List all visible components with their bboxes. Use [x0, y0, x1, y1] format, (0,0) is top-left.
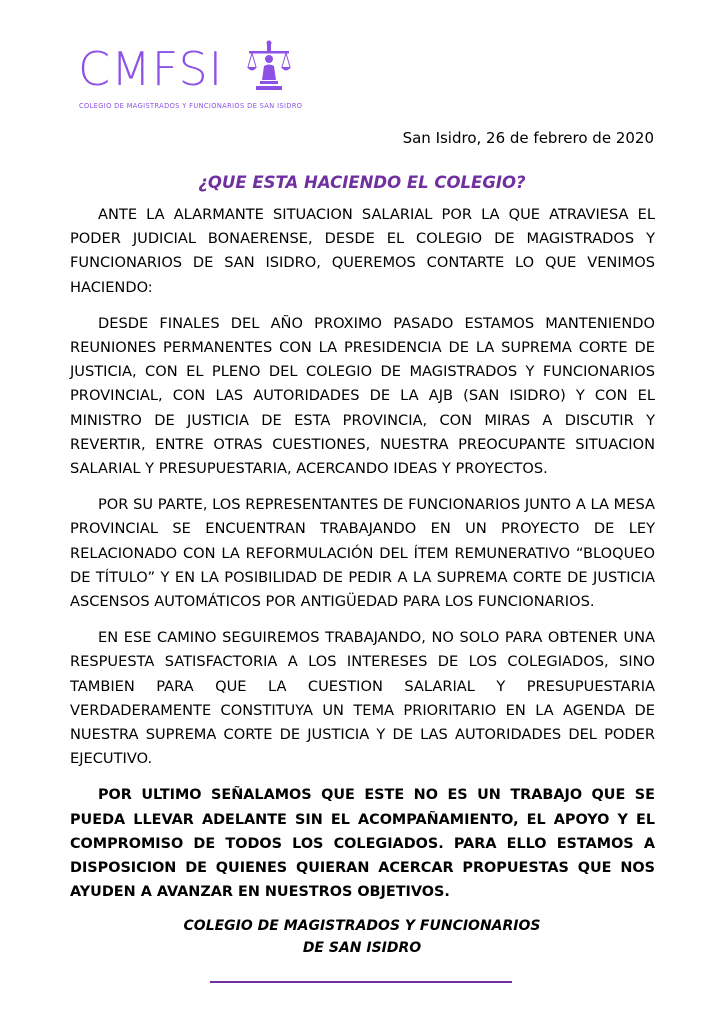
body-paragraph: EN ESE CAMINO SEGUIREMOS TRABAJANDO, NO SOLO PARA OBTENER UNA RESPUESTA SATISFACTORIA A LOS INTERESES DE LOS COLEGIADOS, SINO TAMBIEN PARA QUE LA CUESTION SALARIAL Y PRESUPUESTARIA VERDADERAMENTE CONSTITUYA UN TEMA PRIORITARIO EN LA AGENDA DE NUESTRA SUPREMA CORTE DE JUSTICIA Y DE LAS AUTORIDADES DEL PODER EJECUTIVO.	[70, 629, 655, 768]
document-title: ¿QUE ESTA HACIENDO EL COLEGIO?	[198, 173, 526, 192]
header-logo	[78, 40, 338, 115]
logo-wordmark: CMFSI	[78, 42, 224, 96]
signature-rule	[210, 981, 512, 983]
body-paragraph: POR SU PARTE, LOS REPRESENTANTES DE FUNCIONARIOS JUNTO A LA MESA PROVINCIAL SE ENCUENTRAN TRABAJANDO EN UN PROYECTO DE LEY RELACIONADO CON LA REFORMULACIÓN DEL ÍTEM REMUNERATIVO “BLOQUEO DE TÍTULO” Y EN LA POSIBILIDAD DE PEDIR A LA SUPREMA CORTE DE JUSTICIA ASCENSOS AUTOMÁTICOS POR ANTIGÜEDAD PARA LOS FUNCIONARIOS.	[70, 496, 655, 611]
scales-of-justice-icon	[246, 40, 292, 94]
document-body	[70, 203, 655, 916]
body-paragraph: ANTE LA ALARMANTE SITUACION SALARIAL POR LA QUE ATRAVIESA EL PODER JUDICIAL BONAERENSE, DESDE EL COLEGIO DE MAGISTRADOS Y FUNCIONARIOS DE SAN ISIDRO, QUEREMOS CONTARTE LO QUE VENIMOS HACIENDO:	[70, 206, 655, 296]
closing-paragraph: POR ULTIMO SEÑALAMOS QUE ESTE NO ES UN TRABAJO QUE SE PUEDA LLEVAR ADELANTE SIN EL ACOMPAÑAMIENTO, EL APOYO Y EL COMPROMISO DE TODOS LOS COLEGIADOS. PARA ELLO ESTAMOS A DISPOSICION DE QUIENES QUIERAN ACERCAR PROPUESTAS QUE NOS AYUDEN A AVANZAR EN NUESTROS OBJETIVOS.	[70, 787, 655, 901]
signature-line-1: COLEGIO DE MAGISTRADOS Y FUNCIONARIOS	[183, 918, 541, 934]
signature-line-2: DE SAN ISIDRO	[302, 940, 422, 956]
body-paragraph: DESDE FINALES DEL AÑO PROXIMO PASADO ESTAMOS MANTENIENDO REUNIONES PERMANENTES CON LA PRESIDENCIA DE LA SUPREMA CORTE DE JUSTICIA, CON EL PLENO DEL COLEGIO DE MAGISTRADOS Y FUNCIONARIOS PROVINCIAL, CON LAS AUTORIDADES DE LA AJB (SAN ISIDRO) Y CON EL MINISTRO DE JUSTICIA DE ESTA PROVINCIA, CON MIRAS A DISCUTIR Y REVERTIR, ENTRE OTRAS CUESTIONES, NUESTRA PREOCUPANTE SITUACION SALARIAL Y PRESUPUESTARIA, ACERCANDO IDEAS Y PROYECTOS.	[70, 314, 655, 478]
document-date: San Isidro, 26 de febrero de 2020	[402, 129, 654, 147]
logo-tagline: COLEGIO DE MAGISTRADOS Y FUNCIONARIOS DE SAN ISIDRO	[79, 102, 303, 110]
signature-block	[0, 915, 724, 959]
